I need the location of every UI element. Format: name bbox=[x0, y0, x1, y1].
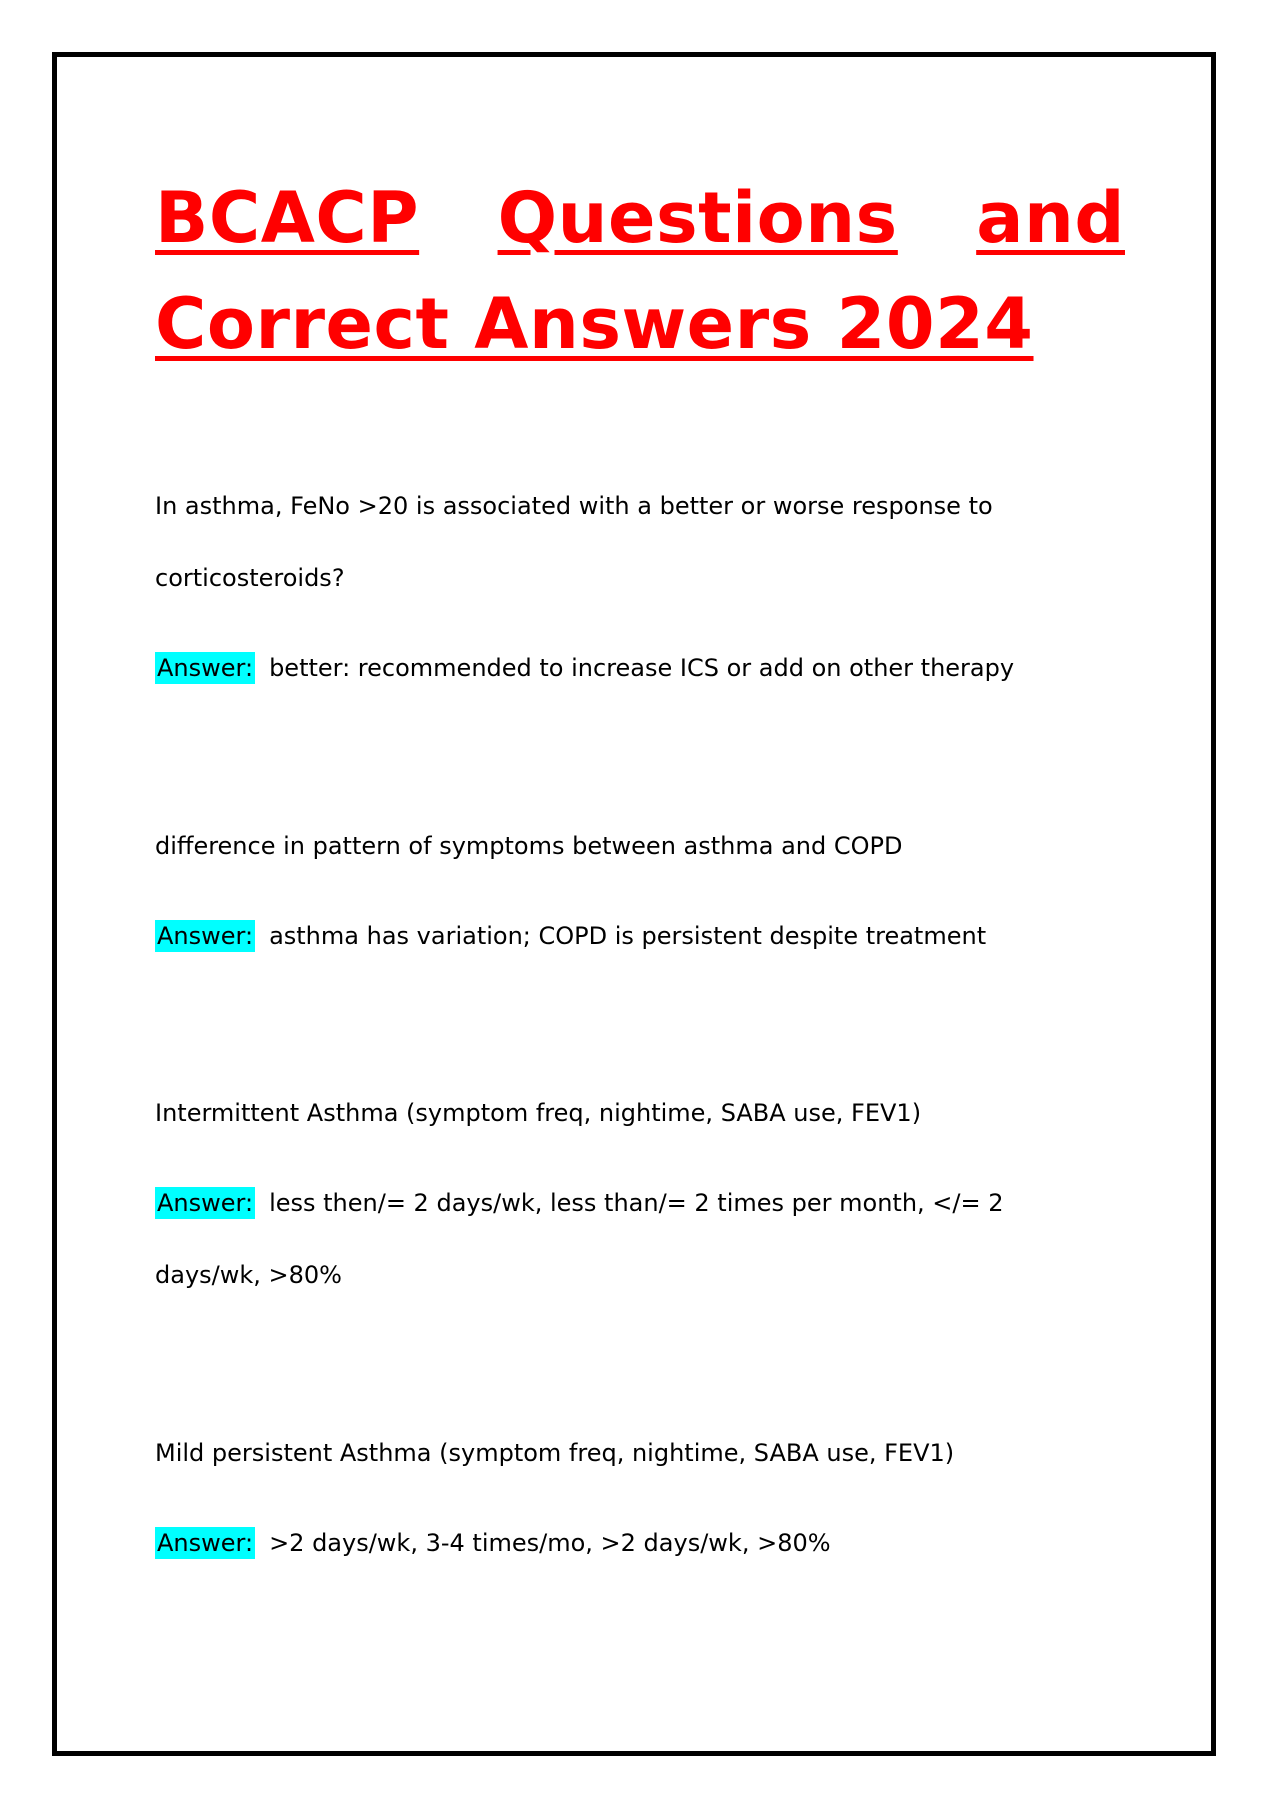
qa-item-3 bbox=[155, 1077, 1115, 1311]
answer-text: better: recommended to increase ICS or add on other therapy bbox=[269, 654, 1015, 682]
title-word-2: Questions bbox=[497, 177, 898, 259]
answer-row bbox=[155, 1167, 1115, 1311]
document-title bbox=[155, 165, 1125, 377]
title-line-2: Correct Answers 2024 bbox=[155, 283, 1034, 365]
answer-text: asthma has variation; COPD is persistent despite treatment bbox=[269, 922, 987, 950]
question-text: In asthma, FeNo >20 is associated with a better or worse response to corticosteroids? bbox=[155, 492, 993, 592]
answer-text: >2 days/wk, 3-4 times/mo, >2 days/wk, >80% bbox=[269, 1529, 831, 1557]
title-line-1 bbox=[155, 165, 1125, 271]
answer-row bbox=[155, 1507, 1115, 1579]
answer-row bbox=[155, 900, 1115, 972]
question-text: difference in pattern of symptoms between asthma and COPD bbox=[155, 832, 903, 860]
answer-label: Answer: bbox=[157, 654, 254, 682]
title-word-3: and bbox=[976, 177, 1125, 259]
question-text: Mild persistent Asthma (symptom freq, nightime, SABA use, FEV1) bbox=[155, 1439, 955, 1467]
title-word-1: BCACP bbox=[155, 177, 420, 259]
answer-label: Answer: bbox=[157, 922, 254, 950]
qa-item-1 bbox=[155, 470, 1115, 704]
answer-label: Answer: bbox=[157, 1189, 254, 1217]
qa-item-2 bbox=[155, 810, 1115, 972]
answer-row bbox=[155, 632, 1115, 704]
qa-item-4 bbox=[155, 1417, 1115, 1579]
answer-label: Answer: bbox=[157, 1529, 254, 1557]
answer-text: less then/= 2 days/wk, less than/= 2 times per month, </= 2 days/wk, >80% bbox=[155, 1189, 1004, 1289]
question-text: Intermittent Asthma (symptom freq, nightime, SABA use, FEV1) bbox=[155, 1099, 922, 1127]
